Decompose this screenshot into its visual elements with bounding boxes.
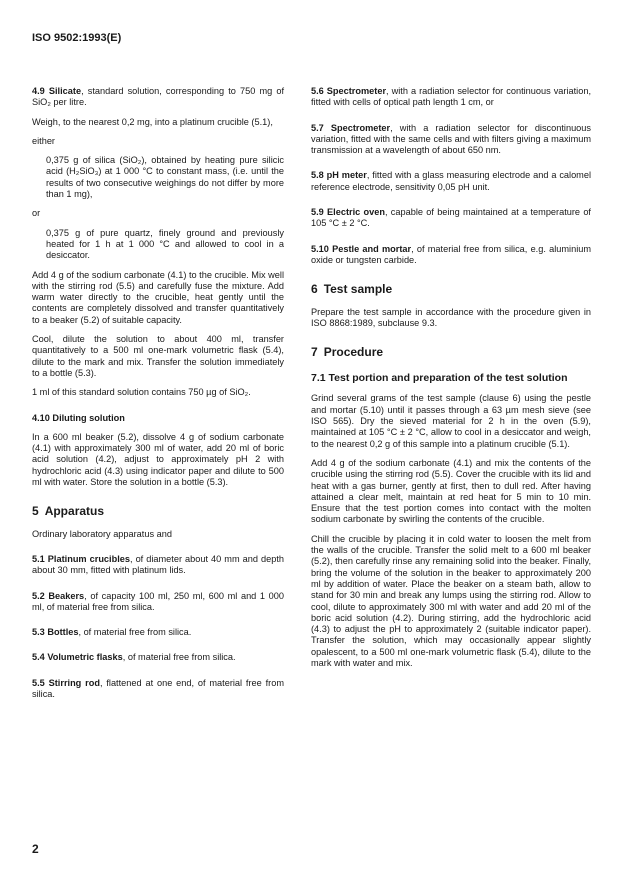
paragraph: Grind several grams of the test sample (clause 6) using the pestle and mortar (5.10) until it passes through a 63 µm mesh sieve (see ISO 565). Dry the sieved material for 2 h in the oven (5.9), maintained at 105 °C ± 2 °C, allow to cool in a desiccator and weigh, to the nearest 0,2 g of this sample into a platinum crucible (5.1).	[311, 393, 591, 449]
clause-label: 5.3 Bottles	[32, 627, 79, 638]
clause-5-3	[32, 627, 284, 638]
section-title: Apparatus	[44, 504, 105, 519]
clause-text: , of capacity 100 ml, 250 ml, 600 ml and 1 000 ml, of material free from silica.	[32, 590, 284, 612]
page-number: 2	[32, 842, 39, 856]
left-column	[32, 86, 284, 708]
clause-5-9	[311, 207, 591, 230]
clause-label: 5.8 pH meter	[311, 170, 367, 181]
paragraph: or	[32, 208, 41, 219]
indented-option: 0,375 g of pure quartz, finely ground and previously heated for 1 h at 1 000 °C and allowed to cool in a desiccator.	[46, 227, 284, 261]
clause-text: , with a radiation selector for continuous variation, fitted with cells of optical path length 1 cm, or	[311, 86, 591, 108]
clause-text: , of diameter about 40 mm and depth about 30 mm, fitted with platinum lids.	[32, 553, 284, 576]
clause-text: , capable of being maintained at a temperature of 105 °C ± 2 °C.	[311, 207, 591, 229]
clause-5-7	[311, 123, 591, 157]
section-heading-6	[311, 284, 591, 295]
clause-5-6	[311, 86, 591, 109]
clause-4-9	[32, 86, 284, 109]
clause-label: 5.9 Electric oven	[311, 207, 385, 218]
page-header: ISO 9502:1993(E)	[32, 32, 122, 44]
clause-label: 5.5 Stirring rod	[32, 677, 100, 688]
clause-4-10	[32, 413, 284, 424]
clause-label: 4.10 Diluting solution	[32, 412, 125, 423]
paragraph: Weigh, to the nearest 0,2 mg, into a platinum crucible (5.1),	[32, 116, 273, 127]
clause-label: 5.4 Volumetric flasks	[32, 652, 123, 663]
clause-5-2	[32, 591, 284, 614]
clause-5-1	[32, 554, 284, 577]
section-heading-5	[32, 506, 284, 517]
clause-5-8	[311, 170, 591, 193]
section-heading-7	[311, 347, 591, 358]
section-number: 5	[32, 504, 39, 519]
section-number: 6	[311, 282, 318, 297]
clause-label: 5.6 Spectrometer	[311, 86, 387, 96]
paragraph: Add 4 g of the sodium carbonate (4.1) and mix the contents of the crucible using the stirring rod (5.5). Cover the crucible with its lid and heat with a gas burner, gently at first, then to dull red. After having attained a clear melt, maintain at red heat for 5 min to 10 min. Ensure that the test portion comes into contact with the molten sodium carbonate by swirling the contents of the crucible.	[311, 457, 591, 525]
clause-text: , fitted with a glass measuring electrode and a calomel reference electrode, sensitivity 0,05 pH unit.	[311, 170, 591, 192]
clause-label: 5.2 Beakers	[32, 590, 85, 601]
paragraph: Cool, dilute the solution to about 400 ml, transfer quantitatively to a 500 ml one-mark volumetric flask (5.4), dilute to the mark and mix. Transfer the solution immediately to a bottle (5.3).	[32, 334, 284, 378]
clause-text: , flattened at one end, of material free from silica.	[32, 677, 284, 699]
section-number: 7	[311, 345, 318, 360]
section-title: Procedure	[323, 345, 384, 360]
clause-text: , of material free from silica.	[78, 627, 192, 638]
clause-text: , of material free from silica, e.g. aluminium oxide or tungsten carbide.	[311, 243, 591, 265]
clause-text: , of material free from silica.	[122, 652, 236, 663]
indented-option: 0,375 g of silica (SiO₂), obtained by heating pure silicic acid (H₂SiO₃) at 1 000 °C to constant mass, (i.e. until the results of two consecutive weighings do not differ by more than 1 mg),	[46, 155, 284, 200]
clause-text: , standard solution, corresponding to 750 mg of SiO₂ per litre.	[32, 86, 284, 108]
clause-text: , with a radiation selector for discontinuous variation, fitted with the same cells and with filters giving a maximum transmission at a wavelength of about 650 nm.	[311, 122, 591, 156]
section-title: Test sample	[323, 282, 393, 297]
paragraph: 1 ml of this standard solution contains 750 µg of SiO₂.	[32, 387, 251, 398]
clause-label: 4.9 Silicate	[32, 86, 82, 96]
right-column	[311, 86, 591, 677]
clause-label: 5.7 Spectrometer	[311, 122, 391, 133]
clause-5-5	[32, 678, 284, 701]
subsection-heading-7-1: 7.1 Test portion and preparation of the test solution	[311, 372, 568, 385]
paragraph: Chill the crucible by placing it in cold water to loosen the melt from the walls of the crucible. Transfer the solid melt to a 600 ml beaker (5.2), then carefully rinse any remaining solid into the beaker. Finally, bring the volume of the solution in the beaker to approximately 200 ml by addition of water. Place the beaker on a steam bath, allow to stand for 30 min and break any lumps using the stirring rod. Allow to cool, dilute to approximately 300 ml with water and add 20 ml of the boric acid solution (4.2). During stirring, add the hydrochloric acid (4.3) to adjust the pH to approximately 2 (suitable indicator paper). Transfer the solution, which may occasionally appear slightly opalescent, to a 500 ml one-mark volumetric flask (5.4), dilute to the mark with water and mix.	[311, 533, 591, 668]
paragraph: Prepare the test sample in accordance with the procedure given in ISO 8868:1989, subclause 9.3.	[311, 306, 591, 328]
clause-5-10	[311, 244, 591, 267]
clause-label: 5.10 Pestle and mortar	[311, 243, 412, 254]
paragraph: In a 600 ml beaker (5.2), dissolve 4 g of sodium carbonate (4.1) with approximately 300 ml of water, add 20 ml of boric acid solution (4.2), adjust to approximately pH 2 with hydrochloric acid (4.3) using indicator paper and dilute to 500 ml with water. Store the solution in a bottle (5.3).	[32, 431, 284, 488]
paragraph: either	[32, 135, 55, 146]
clause-5-4	[32, 652, 284, 663]
paragraph: Ordinary laboratory apparatus and	[32, 528, 172, 539]
paragraph: Add 4 g of the sodium carbonate (4.1) to the crucible. Mix well with the stirring rod (5.5) and carefully fuse the mixture. Add warm water directly to the crucible, heat gently until the contents are completely dissolved and transfer quantitatively to a beaker (5.2) of suitable capacity.	[32, 269, 284, 325]
clause-label: 5.1 Platinum crucibles	[32, 553, 130, 564]
